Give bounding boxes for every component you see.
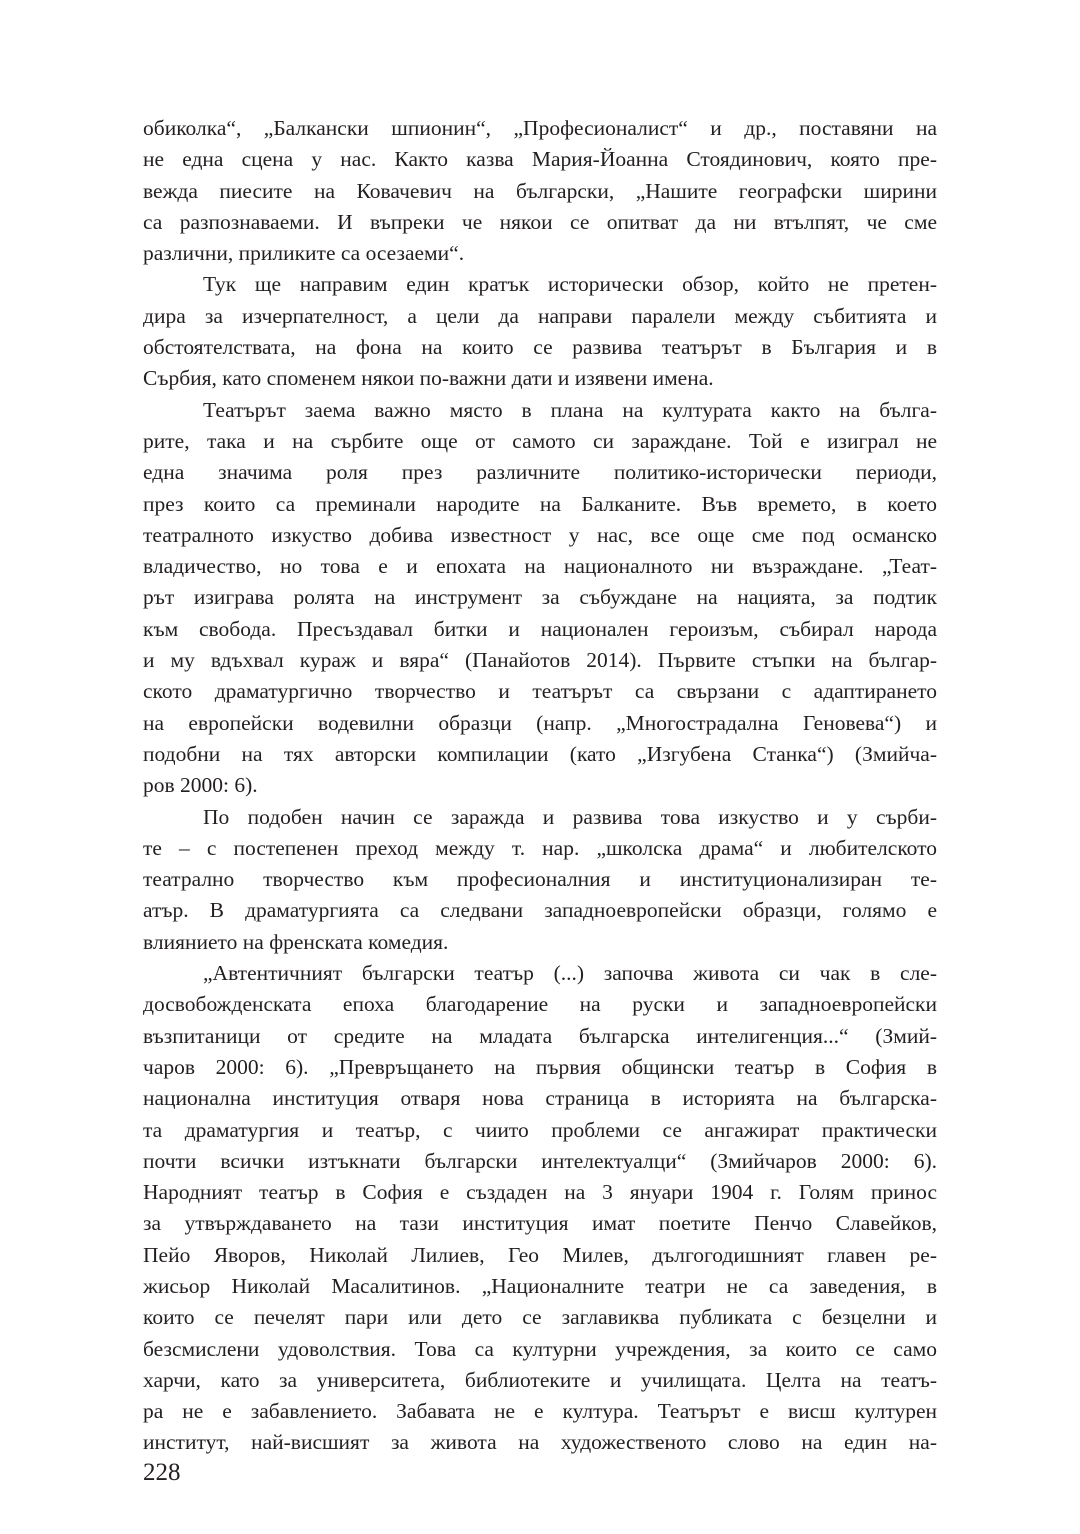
text-line: театрално творчество към професионалния и институционализиран те-	[143, 867, 937, 892]
text-line: ското драматургично творчество и театърът са свързани с адаптирането	[143, 679, 937, 704]
text-line: не една сцена у нас. Както казва Мария-Йоанна Стоядинович, която пре-	[143, 147, 937, 172]
text-line: Театърът заема важно място в плана на културата както на бълга-	[203, 397, 937, 422]
text-line: дира за изчерпателност, а цели да направи паралели между събитията и	[143, 303, 937, 328]
text-line: които се печелят пари или дето се заглавиква публиката с безцелни и	[143, 1305, 937, 1330]
text-line: през които са преминали народите на Балканите. Във времето, в което	[143, 491, 937, 516]
text-line: ра не е забавлението. Забавата не е култура. Театърът е висш културен	[143, 1399, 937, 1424]
text-line: Тук ще направим един кратък исторически обзор, който не претен-	[203, 272, 937, 297]
text-line: По подобен начин се заражда и развива това изкуство и у сърби-	[203, 804, 937, 829]
text-line: Сърбия, като споменем някои по-важни дати и изявени имена.	[143, 366, 714, 391]
text-line: на европейски водевилни образци (напр. „Многострадална Геновева“) и	[143, 710, 937, 735]
text-line: рът изиграва ролята на инструмент за събуждане на нацията, за подтик	[143, 585, 937, 610]
text-line: възпитаници от средите на младата българска интелигенция...“ (Змий-	[143, 1023, 937, 1048]
text-line: те – с постепенен преход между т. нар. „школска драма“ и любителското	[143, 835, 937, 860]
text-line: обиколка“, „Балкански шпионин“, „Професионалист“ и др., поставяни на	[143, 116, 937, 140]
text-line: подобни на тях авторски компилации (като „Изгубена Станка“) (Змийча-	[143, 741, 937, 766]
text-line: към свобода. Пресъздавал битки и национален героизъм, събирал народа	[143, 616, 937, 641]
text-line: Народният театър в София е създаден на 3 януари 1904 г. Голям принос	[143, 1180, 937, 1205]
text-line: безсмислени удоволствия. Това са културни учреждения, за които се само	[143, 1336, 937, 1361]
text-line: Пейо Яворов, Николай Лилиев, Гео Милев, дългогодишният главен ре-	[143, 1242, 937, 1267]
text-line: атър. В драматургията са следвани западноевропейски образци, голямо е	[143, 898, 937, 923]
text-line: обстоятелствата, на фона на които се развива театърът в България и в	[143, 335, 937, 360]
text-line: жисьор Николай Масалитинов. „Националните театри не са заведения, в	[143, 1273, 937, 1298]
text-line: владичество, но това е и епохата на националното ни възраждане. „Теат-	[143, 554, 937, 579]
text-line: чаров 2000: 6). „Превръщането на първия общински театър в София в	[143, 1054, 937, 1079]
text-line: рите, така и на сърбите още от самото си зараждане. Той е изиграл не	[143, 428, 937, 453]
text-line: влиянието на френската комедия.	[143, 929, 449, 954]
text-line: национална институция отваря нова страница в историята на българска-	[143, 1086, 937, 1111]
text-line: са разпознаваеми. И въпреки че някои се опитват да ни втълпят, че сме	[143, 209, 937, 234]
text-line: вежда пиесите на Ковачевич на български, „Нашите географски ширини	[143, 178, 937, 203]
page-number: 228	[143, 1459, 181, 1486]
text-line: различни, приликите са осезаеми“.	[143, 241, 465, 266]
text-line: една значима роля през различните политико-исторически периоди,	[143, 460, 937, 485]
text-line: та драматургия и театър, с чиито проблеми се ангажират практически	[143, 1117, 937, 1142]
text-line: институт, най-висшият за живота на художественото слово на един на-	[143, 1430, 937, 1455]
text-line: театралното изкуство добива известност у нас, все още сме под османско	[143, 522, 937, 547]
text-line: „Автентичният български театър (...) започва живота си чак в сле-	[203, 961, 937, 986]
body-text	[143, 113, 937, 1459]
text-line: за утвърждаването на тази институция имат поетите Пенчо Славейков,	[143, 1211, 937, 1236]
text-line: почти всички изтъкнати български интелектуалци“ (Змийчаров 2000: 6).	[143, 1148, 937, 1173]
text-line: досвобожденската епоха благодарение на руски и западноевропейски	[143, 992, 937, 1017]
text-line: ров 2000: 6).	[143, 773, 258, 798]
text-line: харчи, като за университета, библиотеките и училищата. Целта на театъ-	[143, 1367, 937, 1392]
text-line: и му вдъхвал кураж и вяра“ (Панайотов 2014). Първите стъпки на българ-	[143, 648, 937, 673]
